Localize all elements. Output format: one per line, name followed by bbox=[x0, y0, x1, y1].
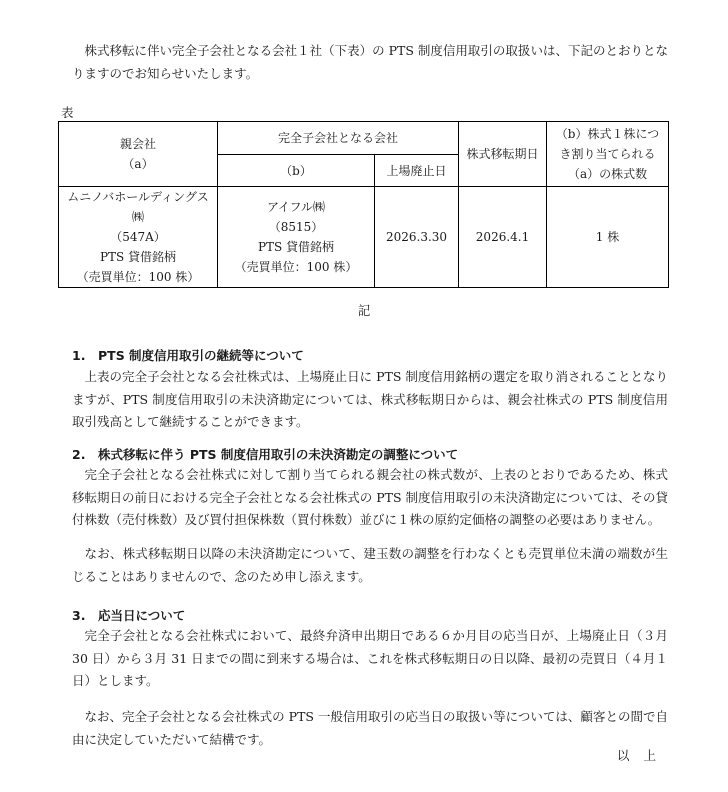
section-2-title: 株式移転に伴う PTS 制度信用取引の未決済勘定の調整について bbox=[98, 447, 459, 462]
header-subsidiary-sub: （b） bbox=[218, 155, 375, 187]
header-transfer-date: 株式移転期日 bbox=[459, 122, 547, 187]
table-row bbox=[59, 187, 669, 288]
header-allotment: （b）株式１株につき割り当てられる （a）の株式数 bbox=[547, 122, 669, 187]
section-3-heading bbox=[72, 606, 185, 624]
closing-mark: 以上 bbox=[616, 748, 670, 763]
cell-subsidiary-company: アイフル㈱ （8515） PTS 貸借銘柄 （売買単位：100 株） bbox=[218, 187, 375, 288]
closing-note: なお、完全子会社となる会社株式の PTS 一般信用取引の応当日の取扱い等については、顧客との間で自由に決定していただいて結構です。 bbox=[72, 709, 668, 747]
cell-delisting-date: 2026.3.30 bbox=[375, 187, 459, 288]
center-mark: 記 bbox=[357, 303, 371, 318]
section-2-heading bbox=[72, 445, 458, 463]
section-3-paragraph: 完全子会社となる会社株式において、最終弁済申出期日である６か月目の応当日が、上場廃止日（３月30 日）から３月 31 日までの間に到来する場合は、これを株式移転期日の日以降、最初の売買日（４月１日）とします。 bbox=[72, 628, 668, 688]
section-2-paragraph-1: 完全子会社となる会社株式に対して割り当てられる親会社の株式数が、上表のとおりであるため、株式移転期日の前日における完全子会社となる会社株式の PTS 制度信用取引の未決済勘定については、その貸付株数（売付株数）及び買付担保株数（買付株数）並びに１株の原約定価格の調整の必要はありません。 bbox=[72, 467, 668, 527]
header-delisting-date: 上場廃止日 bbox=[375, 155, 459, 187]
section-3-title: 応当日について bbox=[98, 608, 186, 623]
section-2-number: 2. bbox=[72, 447, 86, 462]
section-1-number: 1. bbox=[72, 348, 86, 363]
stock-transfer-table bbox=[58, 121, 669, 288]
header-subsidiary-group: 完全子会社となる会社 bbox=[218, 122, 459, 155]
header-parent-company: 親会社 （a） bbox=[59, 122, 218, 187]
section-1-paragraph: 上表の完全子会社となる会社株式は、上場廃止日に PTS 制度信用銘柄の選定を取り消されることとなりますが、PTS 制度信用取引の未決済勘定については、株式移転期日からは、親会社株式の PTS 制度信用取引残高として継続することができます。 bbox=[72, 369, 668, 429]
cell-transfer-date: 2026.4.1 bbox=[459, 187, 547, 288]
intro-paragraph: 株式移転に伴い完全子会社となる会社１社（下表）の PTS 制度信用取引の取扱いは、下記のとおりとなりますのでお知らせいたします。 bbox=[72, 43, 668, 81]
section-2-paragraph-2: なお、株式移転期日以降の未決済勘定について、建玉数の調整を行わなくとも売買単位未満の端数が生じることはありませんので、念のため申し添えます。 bbox=[72, 546, 668, 584]
section-1-title: PTS 制度信用取引の継続等について bbox=[98, 348, 304, 363]
cell-allotment: 1 株 bbox=[547, 187, 669, 288]
section-3-number: 3. bbox=[72, 608, 86, 623]
cell-parent-company: ムニノバホールディングス㈱ （547A） PTS 貸借銘柄 （売買単位：100 株） bbox=[59, 187, 218, 288]
table-caption: 表 bbox=[61, 105, 74, 120]
section-1-heading bbox=[72, 346, 304, 364]
